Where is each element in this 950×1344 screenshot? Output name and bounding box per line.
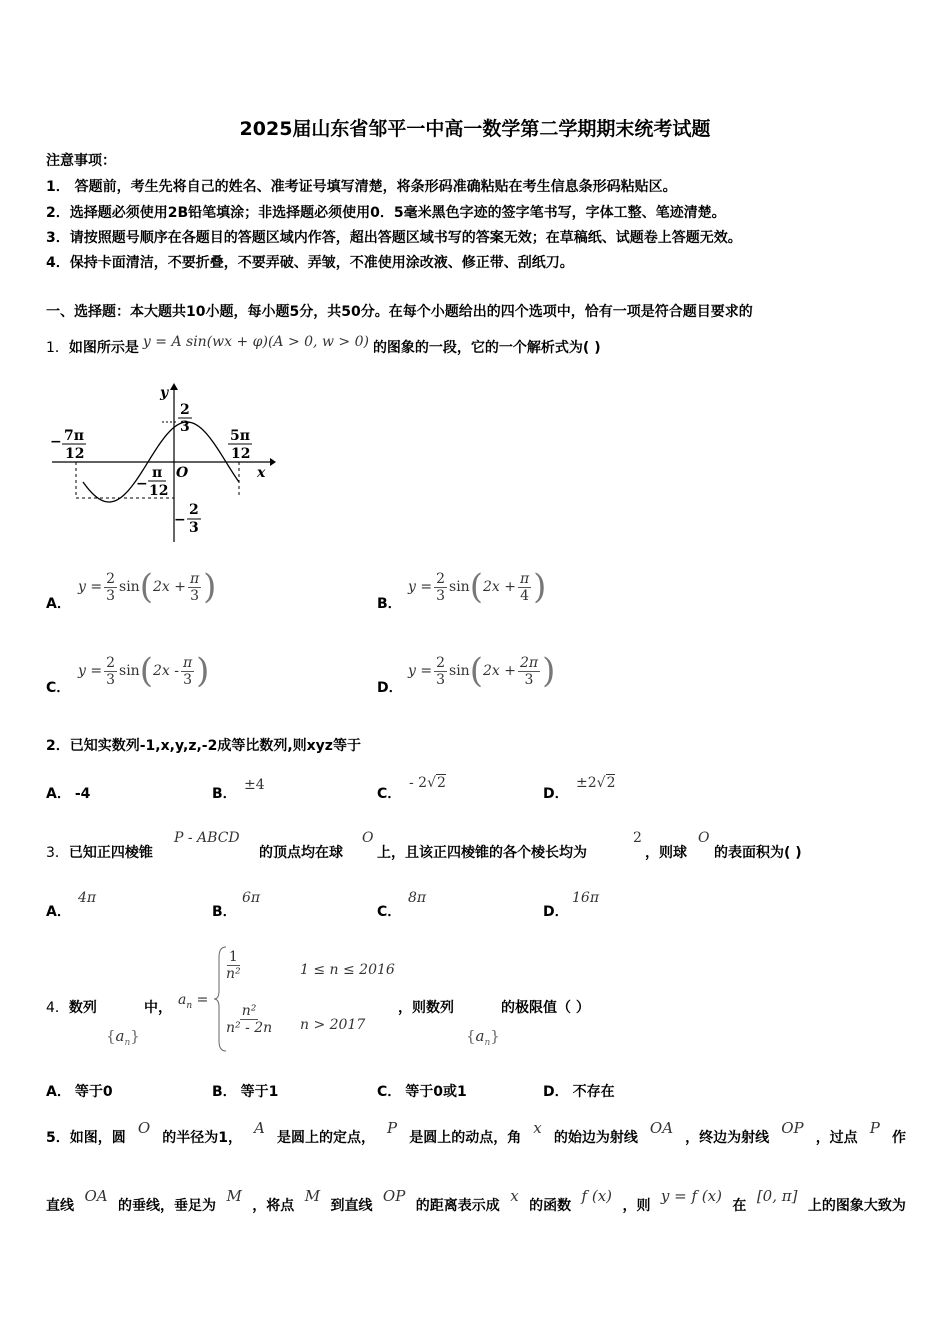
q4-option-a[interactable] [46, 1084, 113, 1100]
q4-option-c[interactable] [377, 1084, 467, 1100]
q5-text-segment: ，终边为射线 [685, 1130, 770, 1146]
q5-text-segment: 5．如图，圆 [46, 1130, 126, 1146]
q5-text-segment: 直线 [46, 1198, 74, 1214]
coef-num: 2 [436, 654, 446, 671]
sin: sin [449, 663, 470, 679]
q5-text-segment: ，过点 [815, 1130, 858, 1146]
q5-math-symbol: O [137, 1119, 151, 1137]
radicand: 2 [437, 775, 446, 791]
a: a [115, 1027, 125, 1045]
q4-seq-1: $\{a_n\}$ [106, 1027, 140, 1048]
q4-case-2 [222, 1003, 276, 1036]
q2-option-c-value[interactable] [409, 775, 446, 791]
q4-an [178, 992, 208, 1011]
coef-num: 2 [436, 570, 446, 587]
option-value: -4 [74, 786, 91, 802]
q4-option-d[interactable] [543, 1084, 615, 1100]
value: 不存在 [572, 1084, 615, 1100]
q2-option-b-value[interactable]: ±4 [244, 777, 265, 793]
phase-den: 3 [190, 587, 200, 604]
q5-text-segment: 是圆上的定点， [276, 1130, 375, 1146]
q3-text-2: 的顶点均在球 [259, 845, 343, 861]
label: A． [46, 1084, 71, 1100]
x-axis-arrow [270, 458, 276, 466]
q4-case-2-cond: n > 2017 [300, 1017, 366, 1033]
coef-num: 2 [106, 654, 116, 671]
n: n [124, 1038, 131, 1048]
rparen: ) [196, 651, 210, 691]
coef-num: 2 [106, 570, 116, 587]
radicand: 2 [606, 775, 616, 791]
q5-math-symbol: OA [649, 1119, 674, 1137]
a: a [475, 1027, 485, 1045]
q5-math-symbol: P [387, 1119, 398, 1137]
q5-math-symbol: A [254, 1119, 265, 1137]
q1-stem [46, 334, 601, 356]
q1-option-a[interactable] [78, 567, 217, 607]
top-den: 3 [180, 419, 190, 435]
notice-item-1: 1． 答题前，考生先将自己的姓名、准考证号填写清楚，将条形码准确粘贴在考生信息条形码粘贴区。 [46, 179, 677, 195]
text: 数列 [68, 1000, 97, 1016]
q3-text-4: ，则球 [645, 845, 687, 861]
y-eq: y = [408, 663, 433, 679]
coef-den: 3 [106, 587, 116, 604]
q4-text-1 [46, 1000, 97, 1016]
q4-case-1-cond: 1 ≤ n ≤ 2016 [300, 962, 395, 978]
sin: sin [119, 579, 140, 595]
q5-math-symbol: f (x) [581, 1187, 613, 1205]
mid-minus: − [136, 476, 148, 492]
coef: ±2 [576, 775, 597, 791]
phase-num: π [519, 570, 530, 587]
phase-num: 2π [519, 654, 539, 671]
q5-text-segment: ，则 [622, 1198, 651, 1214]
q3-option-a-value[interactable]: 4π [78, 890, 97, 906]
q2-option-a[interactable] [46, 786, 90, 802]
q5-text-segment: 是圆上的动点，角 [409, 1130, 522, 1146]
case1-num: 1 [228, 949, 238, 965]
notice-item-3: 3．请按照题号顺序在各题目的答题区域内作答，超出答题区域书写的答案无效；在草稿纸、试题卷上答题无效。 [46, 230, 742, 246]
q5-math-symbol: M [226, 1187, 242, 1205]
right-den: 12 [231, 446, 251, 462]
q5-math-symbol: OP [382, 1187, 406, 1205]
q5-math-symbol: OA [84, 1187, 108, 1205]
coef-den: 3 [106, 671, 116, 688]
inner: 2x + [482, 579, 516, 595]
q3-option-d-value[interactable]: 16π [572, 890, 600, 906]
q3-option-b-label: B． [212, 904, 237, 920]
sqrt-icon: √ [427, 775, 437, 791]
section-heading: 一、选择题：本大题共10小题，每小题5分，共50分。在每个小题给出的四个选项中，恰有一项是符合题目要求的 [46, 304, 753, 320]
q4-case-1 [222, 949, 245, 982]
q2-option-d-label: D． [543, 786, 569, 802]
inner: 2x - [152, 663, 179, 679]
n: n [484, 1038, 491, 1048]
q2-option-b-label: B． [212, 786, 237, 802]
q3-option-c-label: C． [377, 904, 402, 920]
q3-option-a-label: A． [46, 904, 71, 920]
q1-option-a-label: A． [46, 596, 71, 612]
bottom-num: 2 [189, 502, 199, 518]
x-label: x [257, 465, 266, 481]
q5-math-symbol: y = f (x) [660, 1187, 722, 1205]
q3-option-c-value[interactable]: 8π [408, 890, 427, 906]
lparen: ( [469, 651, 483, 691]
eq: = [196, 992, 209, 1008]
inner: 2x + [482, 663, 516, 679]
q5-text-segment: 到直线 [330, 1198, 373, 1214]
q5-math-symbol: x [533, 1119, 542, 1137]
num: 3． [46, 845, 69, 861]
q2-option-d-value[interactable] [576, 775, 615, 791]
q5-text-segment: 的垂线，垂足为 [118, 1198, 217, 1214]
q5-text-segment: 上的图象大致为 [807, 1198, 906, 1214]
origin-label: O [176, 465, 189, 481]
rparen: ) [533, 567, 547, 607]
q2-stem: 2．已知实数列-1,x,y,z,-2成等比数列,则xyz等于 [46, 738, 361, 754]
bottom-minus: − [174, 512, 186, 528]
q1-sine-graph [44, 380, 280, 548]
coef: - 2 [409, 775, 428, 791]
q5-math-symbol: OP [781, 1119, 804, 1137]
left-den: 12 [65, 446, 85, 462]
q5-text-segment: 在 [732, 1198, 747, 1214]
a: a [178, 992, 187, 1008]
q5-math-symbol: x [510, 1187, 519, 1205]
q5-text-segment: ，将点 [252, 1198, 295, 1214]
q5-math-symbol: P [869, 1119, 880, 1137]
q4-text-4: 的极限值（ ） [501, 1000, 590, 1016]
y-eq: y = [78, 663, 103, 679]
right-num: 5π [230, 428, 250, 444]
page-title: 2025届山东省邹平一中高一数学第二学期期末统考试题 [239, 118, 711, 140]
mid-num: π [152, 465, 163, 481]
y-eq: y = [408, 579, 433, 595]
left-minus: − [50, 434, 62, 450]
lparen: ( [469, 567, 483, 607]
inner: 2x + [152, 579, 186, 595]
q3-number [46, 845, 153, 861]
sin: sin [119, 663, 140, 679]
q4-option-b[interactable] [212, 1084, 278, 1100]
q1-option-c-label: C． [46, 680, 71, 696]
q5-text-segment: 的函数 [529, 1198, 572, 1214]
bottom-den: 3 [189, 520, 199, 536]
q4-seq-2: $\{a_n\}$ [466, 1027, 500, 1048]
num: 4． [46, 1000, 69, 1016]
notice-heading: 注意事项： [46, 153, 116, 169]
q3-pyramid: P - ABCD [174, 830, 240, 846]
q5-text-segment: 的距离表示成 [415, 1198, 500, 1214]
q3-text-5: 的表面积为( ) [714, 845, 802, 861]
case2-den: n² - 2n [226, 1020, 273, 1036]
value: 等于1 [240, 1084, 279, 1100]
coef-den: 3 [436, 671, 446, 688]
y-axis-arrow [170, 383, 178, 390]
phase-num: π [189, 570, 200, 587]
q1-option-d-label: D． [377, 680, 403, 696]
value: 等于0 [74, 1084, 113, 1100]
text: 已知正四棱锥 [68, 845, 153, 861]
left-num: 7π [64, 428, 84, 444]
q5-math-symbol: M [304, 1187, 321, 1205]
y-label: y [160, 385, 169, 401]
mid-den: 12 [149, 483, 169, 499]
q5-text-segment: 的始边为射线 [553, 1130, 638, 1146]
rparen: ) [203, 567, 217, 607]
lparen: ( [139, 567, 153, 607]
rparen: ) [542, 651, 556, 691]
phase-num: π [182, 654, 193, 671]
q1-option-d[interactable] [408, 651, 556, 691]
phase-den: 4 [520, 587, 530, 604]
q1-text-post: 的图象的一段，它的一个解析式为( ) [372, 340, 601, 356]
q3-sphere-2: O [698, 830, 710, 846]
q5-line-2 [46, 1188, 906, 1214]
q3-edge: 2 [633, 830, 642, 846]
q3-option-b-value[interactable]: 6π [242, 890, 261, 906]
q2-option-c-label: C． [377, 786, 402, 802]
q5-math-symbol: [0, π] [756, 1187, 798, 1205]
q3-text-3: 上，且该正四棱锥的各个棱长均为 [377, 845, 587, 861]
q3-sphere: O [362, 830, 374, 846]
q4-text-2: 中， [144, 1000, 172, 1016]
label: C． [377, 1084, 402, 1100]
q4-text-3: ，则数列 [398, 1000, 454, 1016]
q5-text-segment: 作 [891, 1130, 906, 1146]
notice-item-2: 2．选择题必须使用2B铅笔填涂；非选择题必须使用0．5毫米黑色字迹的签字笔书写，字体工整、笔迹清楚。 [46, 205, 726, 221]
phase-den: 3 [524, 671, 534, 688]
value: 等于0或1 [405, 1084, 467, 1100]
q5-line-1 [46, 1120, 906, 1146]
q1-option-b-label: B． [377, 596, 402, 612]
sin: sin [449, 579, 470, 595]
label: D． [543, 1084, 569, 1100]
q1-number: 1． [46, 340, 69, 356]
option-label: A． [46, 786, 71, 802]
case1-den: n² [226, 966, 241, 982]
q1-option-b[interactable] [408, 567, 547, 607]
q3-option-d-label: D． [543, 904, 569, 920]
y-eq: y = [78, 579, 103, 595]
coef-den: 3 [436, 587, 446, 604]
top-num: 2 [180, 402, 190, 418]
q5-text-segment: 的半径为1， [162, 1130, 242, 1146]
label: B． [212, 1084, 237, 1100]
lparen: ( [139, 651, 153, 691]
q1-text-pre: 如图所示是 [68, 340, 139, 356]
phase-den: 3 [183, 671, 193, 688]
case2-num: n² [241, 1003, 257, 1019]
q1-formula: y = A sin(wx + φ)(A > 0, w > 0) [142, 334, 369, 350]
q1-option-c[interactable] [78, 651, 210, 691]
n: n [186, 1000, 193, 1011]
sqrt-icon: √ [596, 775, 606, 791]
notice-item-4: 4．保持卡面清洁，不要折叠，不要弄破、弄皱，不准使用涂改液、修正带、刮纸刀。 [46, 255, 574, 271]
